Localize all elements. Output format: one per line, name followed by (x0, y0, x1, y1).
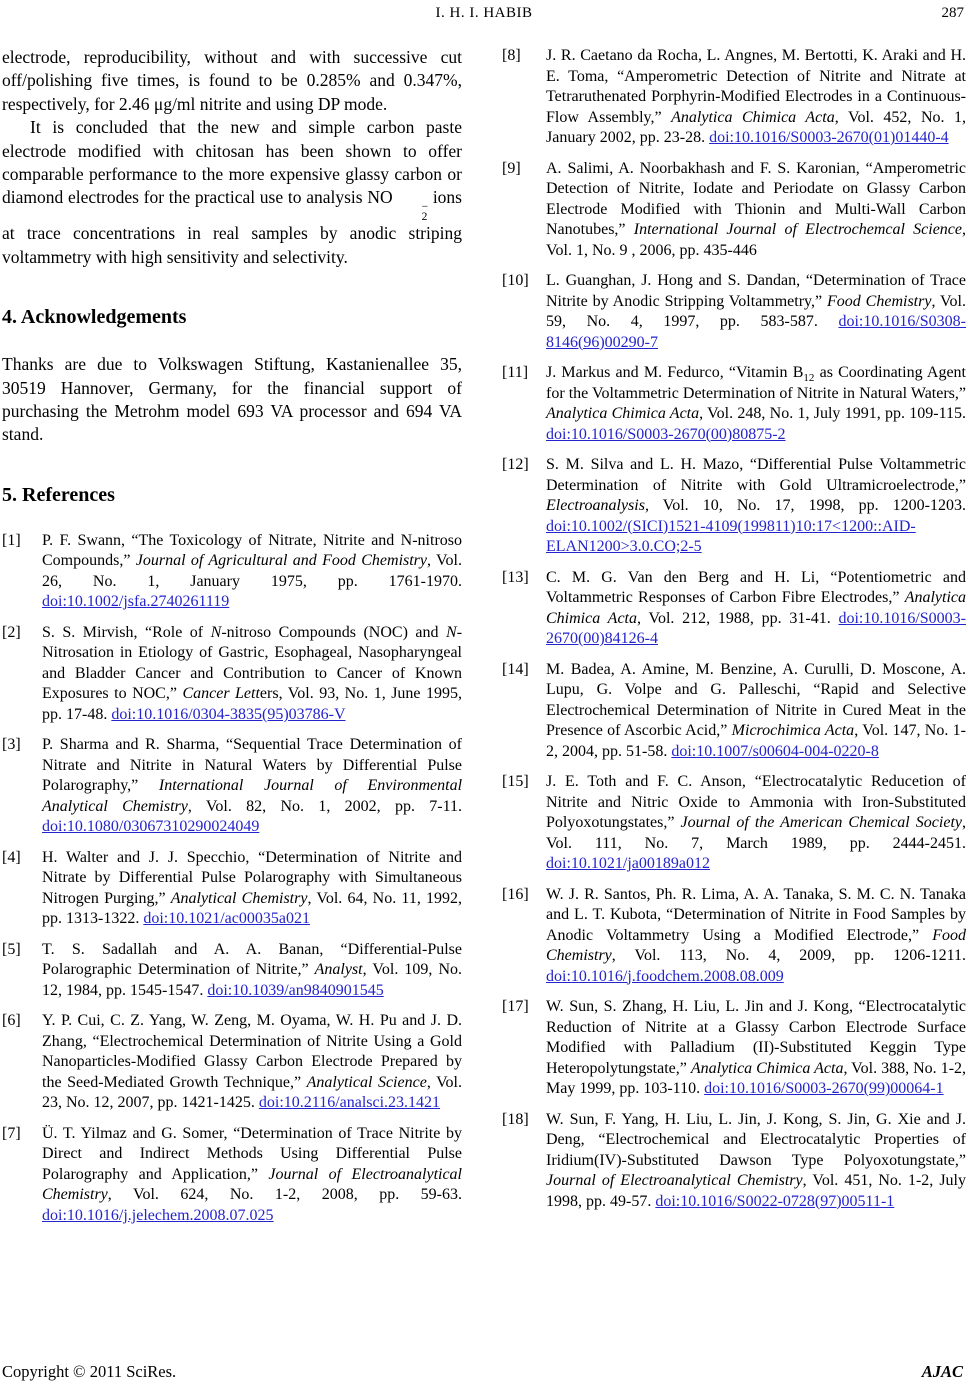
reference-text: L. Guanghan, J. Hong and S. Dandan, “Determination of Trace Nitrite by Anodic Stripping Voltammetry,” Food Chemistry, Vol. 59, No. 4, 1997, pp. 583-587. doi:10.1016/S0308-8146(96)00290-7 (546, 272, 966, 351)
reference-number: [9] (502, 159, 521, 177)
reference-item (2, 531, 462, 613)
journal-name: N (210, 623, 222, 641)
reference-text: T. S. Sadallah and A. A. Banan, “Differential-Pulse Polarographic Determination of Nitrite,” Analyst, Vol. 109, No. 12, 1984, pp. 1545-1547. doi:10.1039/an9840901545 (42, 940, 462, 999)
reference-number: [8] (502, 47, 521, 64)
journal-name: Analytical Chemistry (170, 889, 308, 907)
section-heading-references: 5. References (2, 483, 115, 506)
journal-abbreviation: AJAC (921, 1362, 963, 1381)
doi-link[interactable]: doi:10.1016/S0308-8146(96)00290-7 (546, 313, 966, 351)
doi-link[interactable]: doi:10.1016/0304-3835(95)03786-V (111, 705, 346, 723)
journal-name: N (446, 623, 457, 641)
journal-name: Journal of Agricultural and Food Chemistry (135, 552, 428, 570)
reference-text: S. S. Mirvish, “Role of N-nitroso Compounds (NOC) and N-Nitrosation in Etiology of Gastric, Esophageal, Nasopharyngeal and Bladder Cancer and Contribution to Cancer of Known Exposures to NOC,” Cancer Letters, Vol. 93, No. 1, June 1995, pp. 17-48. doi:10.1016/0304-3835(95)03786-V (42, 623, 463, 723)
reference-text: P. F. Swann, “The Toxicology of Nitrate, Nitrite and N-nitroso Compounds,” Journal of Agricultural and Food Chemistry, Vol. 26, No. 1, January 1975, pp. 1761-1970. doi:10.1002/jsfa.2740261119 (42, 531, 462, 611)
reference-text: Ü. T. Yilmaz and G. Somer, “Determination of Trace Nitrite by Direct and Indirect Methods Using Differential Pulse Polarography and Application,” Journal of Electroanalytical Chemistry, Vol. 624, No. 1-2, 2008, pp. 59-63. doi:10.1016/j.jelechem.2008.07.025 (42, 1124, 463, 1224)
reference-item (502, 46, 966, 149)
right-column (502, 46, 966, 1236)
doi-link[interactable]: doi:10.1016/S0003-2670(99)00064-1 (704, 1080, 944, 1097)
journal-name: Analytica Chimica Acta (690, 1059, 844, 1077)
reference-item (2, 623, 462, 726)
journal-name: Journal of Electroanalytical Chemistry (546, 1172, 803, 1189)
reference-number: [12] (502, 456, 529, 473)
two-column-body (2, 46, 966, 1236)
journal-name: Analytical Science (306, 1073, 427, 1091)
reference-number: [13] (502, 568, 529, 586)
reference-item (2, 1124, 462, 1227)
doi-link[interactable]: doi:10.1016/S0003-2670(01)01440-4 (709, 129, 949, 146)
reference-number: [7] (2, 1124, 21, 1142)
journal-name: Food Chemistry (546, 926, 966, 964)
reference-list-right (502, 46, 966, 1212)
journal-name: Cancer Lett (182, 685, 260, 703)
reference-item (2, 1011, 462, 1114)
reference-number: [16] (502, 885, 529, 903)
doi-link[interactable]: doi:10.1002/jsfa.2740261119 (42, 593, 230, 611)
subscript-text: 12 (803, 372, 815, 385)
reference-text: A. Salimi, A. Noorbakhash and F. S. Karonian, “Amperometric Detection of Nitrite, Iodate and Periodate on Glassy Carbon Electrode Modified with Thionin and Multi-Wall Carbon Nanotubes,” International Journal of Electrochemcal Science, Vol. 1, No. 9 , 2006, pp. 435-446 (546, 159, 967, 259)
reference-text: W. J. R. Santos, Ph. R. Lima, A. A. Tanaka, S. M. C. N. Tanaka and L. T. Kubota, “Determination of Nitrite in Food Samples by Anodic Voltammetry Using a Modified Electrode,” Food Chemistry, Vol. 113, No. 4, 2009, pp. 1206-1211. doi:10.1016/j.foodchem.2008.08.009 (546, 885, 966, 985)
reference-number: [17] (502, 998, 529, 1015)
doi-link[interactable]: doi:10.1016/S0003-2670(00)80875-2 (546, 425, 786, 443)
body-paragraph-conclusion-2: It is concluded that the new and simple carbon paste electrode modified with chitosan has been shown to offer comparable performance to the more expensive glassy carbon or diamond electrodes for the practical use to analysis NO − 2 ions at trace concentrations in real samples by anodic striping voltammetry with high sensitivity and selectivity. (2, 117, 462, 267)
journal-name: International Journal of Electrochemcal Science (633, 221, 963, 238)
reference-item (502, 363, 966, 445)
doi-link[interactable]: doi:10.1016/j.foodchem.2008.08.009 (546, 967, 784, 985)
reference-text: C. M. G. Van den Berg and H. Li, “Potentiometric and Voltammetric Responses of Carbon Fibre Electrodes,” Analytica Chimica Acta, Vol. 212, 1988, pp. 31-41. doi:10.1016/S0003-2670(00)84126-4 (546, 568, 966, 647)
reference-number: [3] (2, 736, 21, 754)
reference-number: [14] (502, 660, 529, 678)
reference-number: [15] (502, 773, 529, 790)
reference-number: [4] (2, 848, 21, 866)
reference-item (502, 159, 966, 262)
nitrite-ion-formula: NO − 2 (367, 187, 429, 223)
reference-text: W. Sun, F. Yang, H. Liu, L. Jin, J. Kong, S. Jin, G. Xie and J. Deng, “Electrochemical and Electrocatalytic Properties of Iridium(IV)-Substituted Dawson Type Polyoxotungstate,” Journal of Electroanalytical Chemistry, Vol. 451, No. 1-2, July 1998, pp. 49-57. doi:10.1016/S0022-0728(97)00511-1 (546, 1110, 966, 1210)
journal-name: Analyst (314, 961, 363, 979)
reference-item (2, 940, 462, 1002)
reference-list-left (2, 531, 462, 1227)
doi-link[interactable]: doi:10.1080/03067310290024049 (42, 818, 260, 836)
reference-number: [10] (502, 272, 529, 289)
reference-number: [6] (2, 1012, 21, 1030)
running-author: I. H. I. HABIB (435, 5, 533, 21)
doi-link[interactable]: doi:10.1002/(SICI)1521-4109(199811)10:17<1200::AID-ELAN1200>3.0.CO;2-5 (546, 517, 916, 555)
section-heading-acknowledgements: 4. Acknowledgements (2, 306, 187, 329)
page-footer (2, 1362, 963, 1382)
acknowledgements-paragraph: Thanks are due to Volkswagen Stiftung, Kastanienallee 35, 30519 Hannover, Germany, for the financial support of purchasing the Metrohm model 693 VA processor and 694 VA stand. (2, 354, 462, 445)
reference-item (502, 885, 966, 988)
body-paragraph-conclusion-1: electrode, reproducibility, without and with successive cut off/polishing five times, is found to be 0.285% and 0.347%, respectively, for 2.46 μg/ml nitrite and using DP mode. (2, 47, 462, 114)
page-header (2, 4, 966, 22)
journal-name: Analytica Chimica Acta (671, 108, 835, 126)
reference-text: Y. P. Cui, C. Z. Yang, W. Zeng, M. Oyama, W. H. Pu and J. D. Zhang, “Electrochemical Determination of Nitrite Using a Gold Nanoparticles-Modified Glassy Carbon Electrode Prepared by the Seed-Mediated Growth Technique,” Analytical Science, Vol. 23, No. 12, 2007, pp. 1421-1425. doi:10.2116/analsci.23.1421 (42, 1012, 462, 1112)
journal-name: Journal of Electroanalytical Chemistry (42, 1165, 463, 1204)
reference-text: S. M. Silva and L. H. Mazo, “Differential Pulse Voltammetric Determination of Nitrite with Gold Ultramicroelectrode,” Electroanalysis, Vol. 10, No. 17, 1998, pp. 1200-1203. doi:10.1002/(SICI)1521-4109(199811)10:17<1200::AID-ELAN1200>3.0.CO;2-5 (546, 456, 966, 555)
reference-text: J. Markus and M. Fedurco, “Vitamin $B_{12}$ as Coordinating Agent for the Voltammetric Determination of Nitrite in Natural Waters,” Analytica Chimica Acta, Vol. 248, No. 1, July 1991, pp. 109-115. doi:10.1016/S0003-2670(00)80875-2 (546, 364, 967, 443)
reference-text: J. R. Caetano da Rocha, L. Angnes, M. Bertotti, K. Araki and H. E. Toma, “Amperometric Detection of Nitrite and Nitrate at Tetraruthenated Porphyrin-Modified Electrodes in a Continuous-Flow Assembly,” Analytica Chimica Acta, Vol. 452, No. 1, January 2002, pp. 23-28. doi:10.1016/S0003-2670(01)01440-4 (546, 47, 967, 146)
journal-name: International Journal of Environmental Analytical Chemistry (42, 777, 463, 815)
reference-text: J. E. Toth and F. C. Anson, “Electrocatalytic Reducetion of Nitrite and Nitric Oxide to Ammonia with Iron-Substituted Polyoxotungstates,” Journal of the American Chemical Society, Vol. 111, No. 7, March 1989, pp. 2444-2451. doi:10.1021/ja00189a012 (546, 773, 966, 872)
journal-name: Food Chemistry (827, 292, 932, 310)
reference-item (2, 735, 462, 838)
reference-text: H. Walter and J. J. Specchio, “Determination of Nitrite and Nitrate by Differential Pulse Polarography with Simultaneous Nitrogen Purging,” Analytical Chemistry, Vol. 64, No. 11, 1992, pp. 1313-1322. doi:10.1021/ac00035a021 (42, 848, 462, 928)
doi-link[interactable]: doi:10.1016/j.jelechem.2008.07.025 (42, 1206, 274, 1224)
page-number: 287 (941, 5, 964, 21)
journal-name: Journal of the American Chemical Society (680, 814, 962, 831)
reference-item (502, 455, 966, 558)
doi-link[interactable]: doi:10.1016/S0003-2670(00)84126-4 (546, 609, 966, 647)
reference-item (502, 772, 966, 875)
journal-name: Electroanalysis (546, 497, 645, 514)
journal-name: Analytica Chimica Acta (546, 589, 966, 627)
doi-link[interactable]: doi:10.1007/s00604-004-0220-8 (671, 742, 879, 760)
reference-text: W. Sun, S. Zhang, H. Liu, L. Jin and J. Kong, “Electrocatalytic Reduction of Nitrite at a Glassy Carbon Electrode Surface Modified with Palladium (II)-Substituted Keggin Type Heteropolytungstate,” Analytica Chimica Acta, Vol. 388, No. 1-2, May 1999, pp. 103-110. doi:10.1016/S0003-2670(99)00064-1 (546, 998, 967, 1097)
doi-link[interactable]: doi:10.1039/an9840901545 (207, 981, 384, 999)
reference-item (2, 848, 462, 930)
copyright-text: Copyright © 2011 SciRes. (2, 1362, 177, 1381)
reference-item (502, 271, 966, 353)
journal-name: Microchimica Acta (731, 722, 855, 739)
doi-link[interactable]: doi:10.1021/ja00189a012 (546, 855, 710, 872)
doi-link[interactable]: doi:10.1016/S0022-0728(97)00511-1 (655, 1192, 895, 1210)
reference-item (502, 660, 966, 763)
reference-number: [11] (502, 364, 529, 381)
doi-link[interactable]: doi:10.2116/analsci.23.1421 (258, 1094, 441, 1112)
journal-name: Analytica Chimica Acta (546, 405, 700, 422)
reference-number: [18] (502, 1110, 529, 1128)
reference-text: P. Sharma and R. Sharma, “Sequential Trace Determination of Nitrate and Nitrite in Natural Waters by Differential Pulse Polarography,” International Journal of Environmental Analytical Chemistry, Vol. 82, No. 1, 2002, pp. 7-11. doi:10.1080/03067310290024049 (42, 736, 463, 836)
reference-item (502, 1110, 966, 1213)
reference-item (502, 568, 966, 650)
reference-text: M. Badea, A. Amine, M. Benzine, A. Curulli, D. Moscone, A. Lupu, G. Volpe and G. Palleschi, “Rapid and Selective Electrochemical Determination of Nitrite in Cured Meat in the Presence of Ascorbic Acid,” Microchimica Acta, Vol. 147, No. 1-2, 2004, pp. 51-58. doi:10.1007/s00604-004-0220-8 (546, 660, 967, 760)
reference-number: [1] (2, 531, 21, 549)
reference-item (502, 997, 966, 1100)
doi-link[interactable]: doi:10.1021/ac00035a021 (143, 910, 310, 928)
left-column (2, 46, 462, 1236)
reference-number: [5] (2, 940, 21, 958)
reference-number: [2] (2, 623, 21, 641)
